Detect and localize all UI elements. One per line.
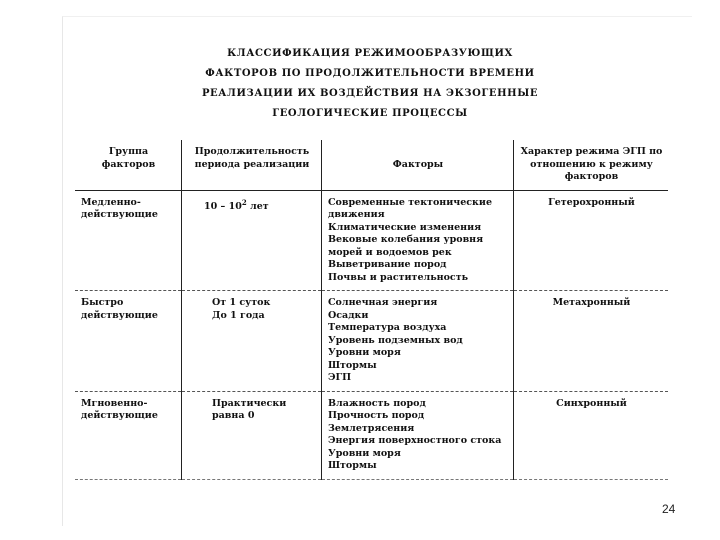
- header-regime: Характер режима ЭГП по отношению к режиму факторов: [514, 140, 669, 190]
- cell-factors: [322, 190, 514, 291]
- title-line: ФАКТОРОВ ПО ПРОДОЛЖИТЕЛЬНОСТИ ВРЕМЕНИ: [205, 68, 535, 79]
- title-line: РЕАЛИЗАЦИИ ИХ ВОЗДЕЙСТВИЯ НА ЭКЗОГЕННЫЕ: [201, 88, 539, 99]
- factor-item: Солнечная энергия: [328, 297, 438, 308]
- factor-item: Землетрясения: [328, 422, 415, 434]
- cell-group: Мгновенно-действующие: [75, 391, 182, 479]
- title-line: КЛАССИФИКАЦИЯ РЕЖИМООБРАЗУЮЩИХ: [227, 48, 513, 59]
- cell-factors: [322, 391, 514, 479]
- table-row: [75, 291, 668, 392]
- classification-table: [75, 140, 668, 480]
- cell-group: Медленно-действующие: [75, 190, 182, 291]
- cell-regime: Синхронный: [514, 391, 669, 479]
- title-line: ГЕОЛОГИЧЕСКИЕ ПРОЦЕССЫ: [272, 108, 468, 119]
- duration-line: От 1 суток: [212, 297, 271, 308]
- factor-item: Почвы и растительность: [328, 271, 469, 283]
- duration-exponent: 2: [241, 197, 247, 207]
- factor-item: Выветривание пород: [328, 259, 447, 270]
- table-header-row: [75, 140, 668, 190]
- factor-item: Современные тектонические движения: [328, 196, 493, 220]
- factor-item: ЭГП: [328, 372, 352, 383]
- factor-item: Уровни моря: [328, 347, 401, 358]
- factor-item: Климатические изменения: [328, 221, 482, 233]
- cell-group: Быстро действующие: [75, 291, 182, 392]
- cell-duration: [182, 190, 322, 291]
- page-number: 24: [662, 502, 676, 516]
- header-group: Группа факторов: [75, 140, 182, 190]
- header-factors: Факторы: [322, 140, 514, 190]
- factor-item: Прочность пород: [328, 410, 425, 421]
- cell-duration: [182, 291, 322, 392]
- factor-item: Штормы: [328, 460, 377, 471]
- factor-item: Уровень подземных вод: [328, 334, 463, 346]
- factor-item: Влажность пород: [328, 397, 426, 409]
- factor-item: Осадки: [328, 309, 369, 321]
- header-duration: Продолжительность периода реализации: [182, 140, 322, 190]
- cell-regime: Гетерохронный: [514, 190, 669, 291]
- factor-item: Вековые колебания уровня морей и водоемов рек: [328, 234, 484, 258]
- cell-regime: Метахронный: [514, 291, 669, 392]
- duration-base: 10 – 10: [204, 200, 242, 212]
- document-title: [120, 44, 620, 124]
- duration-line: Практически: [212, 397, 287, 409]
- cell-duration: [182, 391, 322, 479]
- duration-line: До 1 года: [212, 309, 265, 321]
- factor-item: Температура воздуха: [328, 322, 447, 333]
- duration-line: равна 0: [212, 410, 255, 421]
- table-row: [75, 190, 668, 291]
- cell-factors: [322, 291, 514, 392]
- factor-item: Уровни моря: [328, 447, 401, 459]
- table-row: [75, 391, 668, 479]
- factor-item: Штормы: [328, 359, 377, 371]
- factor-item: Энергия поверхностного стока: [328, 435, 502, 446]
- duration-unit: лет: [250, 200, 269, 212]
